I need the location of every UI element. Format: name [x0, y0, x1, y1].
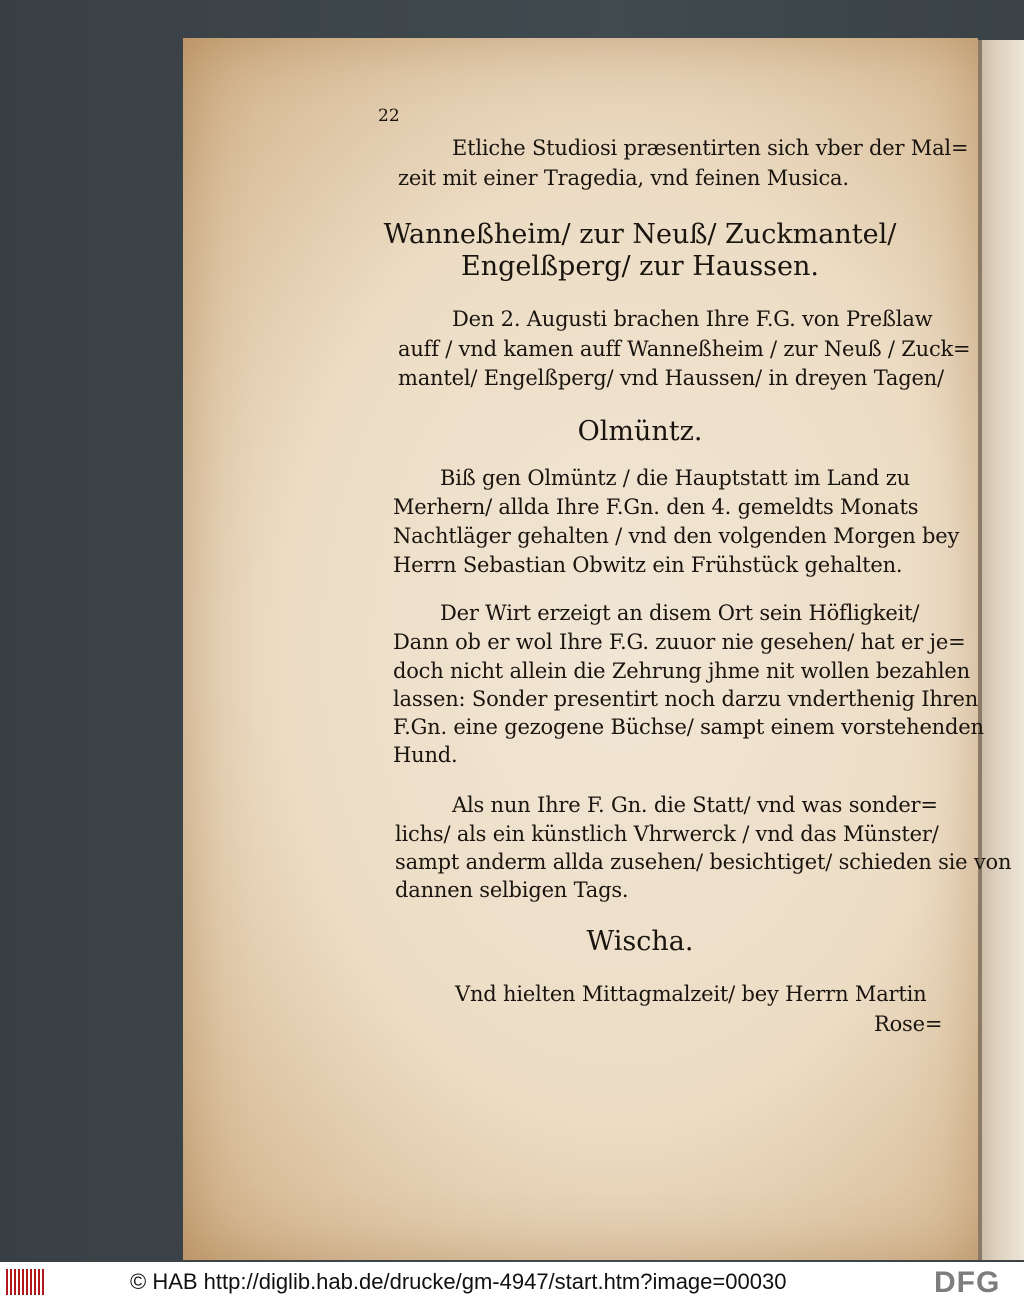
section-heading: Engelßperg/ zur Haussen.: [461, 251, 819, 282]
section-heading: Wischa.: [586, 926, 694, 957]
text-line: Dann ob er wol Ihre F.G. zuuor nie gesehen/ hat er je=: [393, 630, 966, 654]
text-line: Biß gen Olmüntz / die Hauptstatt im Land zu: [440, 466, 910, 490]
text-line: auff / vnd kamen auff Wanneßheim / zur Neuß / Zuck=: [398, 337, 971, 361]
text-line: Herrn Sebastian Obwitz ein Frühstück gehalten.: [393, 553, 903, 577]
text-line: Merhern/ allda Ihre F.Gn. den 4. gemeldts Monats: [393, 495, 919, 519]
adjacent-page-edge: [978, 40, 1024, 1260]
section-heading: Wanneßheim/ zur Neuß/ Zuckmantel/: [383, 219, 897, 250]
text-line: Etliche Studiosi præsentirten sich vber der Mal=: [452, 136, 969, 160]
text-line: Den 2. Augusti brachen Ihre F.G. von Preßlaw: [452, 307, 933, 331]
text-line: doch nicht allein die Zehrung jhme nit wollen bezahlen: [393, 659, 970, 683]
barcode-icon: [6, 1269, 46, 1295]
text-line: lichs/ als ein künstlich Vhrwerck / vnd das Münster/: [395, 822, 939, 846]
dfg-logo: DFG: [934, 1266, 1001, 1299]
text-line: Vnd hielten Mittagmalzeit/ bey Herrn Martin: [455, 982, 927, 1006]
text-line: Nachtläger gehalten / vnd den volgenden Morgen bey: [393, 524, 960, 548]
text-line: F.Gn. eine gezogene Büchse/ sampt einem vorstehenden: [393, 715, 984, 739]
text-line: mantel/ Engelßperg/ vnd Haussen/ in dreyen Tagen/: [398, 366, 944, 390]
page-number: 22: [378, 106, 400, 126]
text-line: sampt anderm allda zusehen/ besichtiget/ schieden sie von: [395, 850, 1012, 874]
footer-bar: [0, 1262, 1024, 1301]
text-line: zeit mit einer Tragedia, vnd feinen Musica.: [398, 166, 849, 190]
text-line: Rose=: [874, 1012, 943, 1036]
text-line: Der Wirt erzeigt an disem Ort sein Höfligkeit/: [440, 601, 920, 625]
text-line: Hund.: [393, 743, 458, 767]
text-line: dannen selbigen Tags.: [395, 878, 629, 902]
text-line: lassen: Sonder presentirt noch darzu vnderthenig Ihren: [393, 687, 979, 711]
section-heading: Olmüntz.: [577, 416, 703, 447]
text-line: Als nun Ihre F. Gn. die Statt/ vnd was sonder=: [452, 793, 938, 817]
source-link[interactable]: © HAB http://diglib.hab.de/drucke/gm-4947/start.htm?image=00030: [130, 1269, 787, 1294]
